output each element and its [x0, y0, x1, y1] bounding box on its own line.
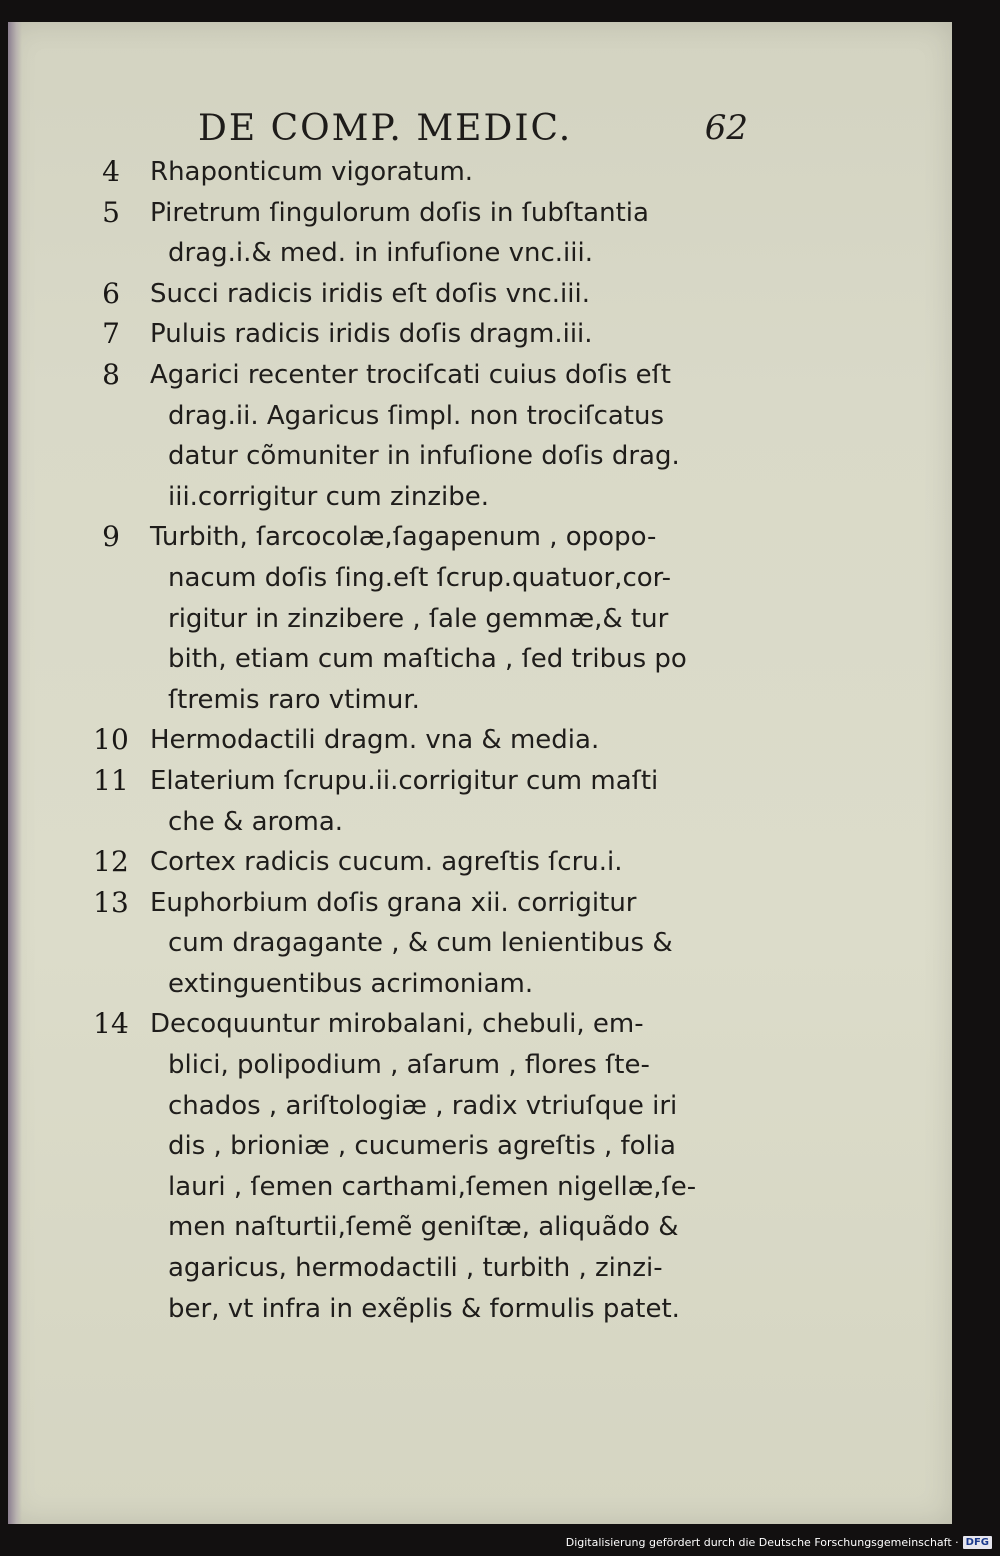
page-header: [198, 108, 748, 152]
entry-text-line: datur cõmuniter in infuſione doſis drag.: [168, 441, 680, 472]
page-number: 62: [704, 108, 748, 148]
entry-number: 7: [102, 317, 120, 351]
entry-text-line: Rhaponticum vigoratum.: [150, 157, 474, 187]
entry-text-line: rigitur in zinzibere , ſale gemmæ,& tur: [168, 603, 669, 634]
list-item: [88, 842, 748, 883]
entry-text-line: nacum doſis ſing.eſt ſcrup.quatuor,cor-: [168, 562, 672, 593]
entry-text-line: Euphorbium doſis grana xii. corrigitur: [150, 887, 637, 918]
entry-number: 4: [102, 155, 120, 188]
list-item: [88, 883, 748, 1005]
entry-text-line: che & aroma.: [168, 806, 344, 837]
entry-text-line: Decoquuntur mirobalani, chebuli, em-: [150, 1009, 644, 1040]
list-item: [88, 1004, 748, 1329]
entry-text-line: ſtremis raro vtimur.: [168, 684, 420, 715]
entry-text-line: agaricus, hermodactili , turbith , zinzi-: [168, 1253, 663, 1284]
list-item: [88, 355, 748, 517]
book-page: [8, 22, 952, 1524]
entry-number: 6: [102, 276, 120, 310]
entry-list: [88, 152, 748, 1329]
entry-text-line: dis , brioniæ , cucumeris agreſtis , folia: [168, 1131, 676, 1162]
entry-text-line: Cortex radicis cucum. agreſtis ſcru.i.: [150, 847, 623, 878]
entry-text-line: Hermodactili dragm. vna & media.: [150, 725, 600, 756]
running-head: DE COMP. MEDIC.: [198, 108, 573, 149]
list-item: [88, 193, 748, 274]
entry-text-line: drag.i.& med. in infuſione vnc.iii.: [168, 238, 593, 269]
entry-number: 13: [93, 885, 129, 919]
entry-number: 11: [93, 763, 129, 797]
list-item: [88, 517, 748, 720]
entry-text-line: Elaterium ſcrupu.ii.corrigitur cum maſti: [150, 765, 659, 796]
entry-text-line: bith, etiam cum maſticha , ſed tribus po: [168, 644, 687, 675]
entry-number: 14: [93, 1007, 129, 1041]
dfg-logo: DFG: [963, 1536, 992, 1549]
entry-text-line: drag.ii. Agaricus ſimpl. non trociſcatus: [168, 400, 665, 431]
credit-text: Digitalisierung gefördert durch die Deutsche Forschungsgemeinschaft ·: [565, 1535, 959, 1549]
entry-text-line: ber, vt infra in exẽplis & formulis patet.: [168, 1293, 680, 1324]
entry-number: 5: [102, 195, 120, 229]
entry-text-line: Puluis radicis iridis doſis dragm.iii.: [150, 319, 593, 350]
entry-text-line: cum dragagante , & cum lenientibus &: [168, 928, 673, 959]
entry-text-line: Turbith, ſarcocolæ,ſagapenum , opopo-: [150, 522, 657, 553]
entry-text-line: men naſturtii,ſemẽ geniſtæ, aliquãdo &: [168, 1212, 679, 1243]
entry-text-line: extinguentibus acrimoniam.: [168, 968, 534, 999]
entry-number: 10: [93, 723, 129, 757]
list-item: [88, 274, 748, 315]
entry-text-line: Agarici recenter trociſcati cuius doſis eſt: [150, 359, 671, 390]
list-item: [88, 720, 748, 761]
list-item: [88, 152, 748, 193]
entry-text-line: iii.corrigitur cum zinzibe.: [168, 481, 489, 512]
list-item: [88, 761, 748, 842]
entry-text-line: lauri , ſemen carthami,ſemen nigellæ,ſe-: [168, 1171, 697, 1202]
entry-number: 8: [102, 357, 120, 391]
entry-text-line: Succi radicis iridis eſt doſis vnc.iii.: [150, 278, 590, 309]
entry-number: 12: [93, 845, 129, 879]
entry-text-line: blici, polipodium , aſarum , flores ſte-: [168, 1050, 650, 1081]
digitization-credit: [566, 1532, 992, 1552]
entry-number: 9: [102, 520, 120, 554]
entry-text-line: Piretrum ſingulorum doſis in ſubſtantia: [150, 197, 649, 228]
entry-text-line: chados , ariſtologiæ , radix vtriuſque iri: [168, 1090, 678, 1121]
list-item: [88, 314, 748, 355]
